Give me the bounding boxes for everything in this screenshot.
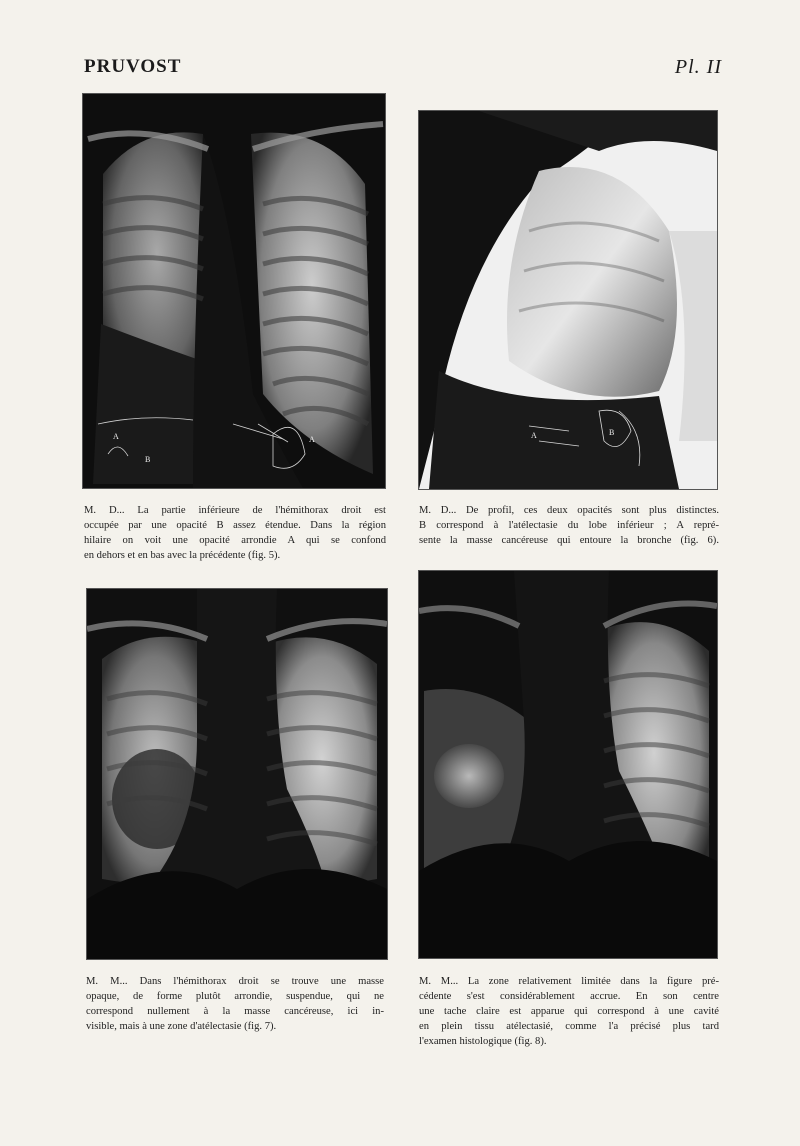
radiograph-fig-6 bbox=[418, 110, 718, 490]
caption-fig-7: M. M... Dans l'hémithorax droit se trouve une masse opaque, de forme plutôt arrondie, suspendue, qui ne correspond nullement à la masse cancéreuse, ici in- visible, mais à une zone d'atélectasie (fig. 7). bbox=[86, 976, 384, 1032]
running-head-author: PRUVOST bbox=[84, 56, 182, 77]
caption-fig-5: M. D... La partie inférieure de l'hémithorax droit est occupée par une opacité B assez étendue. Dans la région hilaire on voit une opacité arrondie A qui se confond en dehors et en bas avec la précédente (fig. 5). bbox=[84, 505, 386, 561]
fig5-label-b: B bbox=[145, 455, 151, 464]
fig5-label-a2: A bbox=[309, 435, 315, 444]
plate-number: Pl. II bbox=[674, 56, 722, 78]
radiograph-fig-5 bbox=[82, 93, 386, 489]
caption-fig-8: M. M... La zone relativement limitée dans la figure pré- cédente s'est considérablement accrue. En son centre une tache claire est apparue qui correspond à une cavité en plein tissu atélectasié, comme l'a précisé plus tard l'examen histologique (fig. 8). bbox=[419, 976, 719, 1047]
fig5-label-a: A bbox=[113, 432, 119, 441]
radiograph-fig-8 bbox=[418, 570, 718, 959]
radiograph-fig-7 bbox=[86, 588, 388, 960]
fig6-label-a: A bbox=[531, 431, 537, 440]
caption-fig-6: M. D... De profil, ces deux opacités sont plus distinctes. B correspond à l'atélectasie du lobe inférieur ; A repré- sente la masse cancéreuse qui entoure la bronche (fig. 6). bbox=[419, 505, 719, 546]
fig6-label-b: B bbox=[609, 428, 615, 437]
